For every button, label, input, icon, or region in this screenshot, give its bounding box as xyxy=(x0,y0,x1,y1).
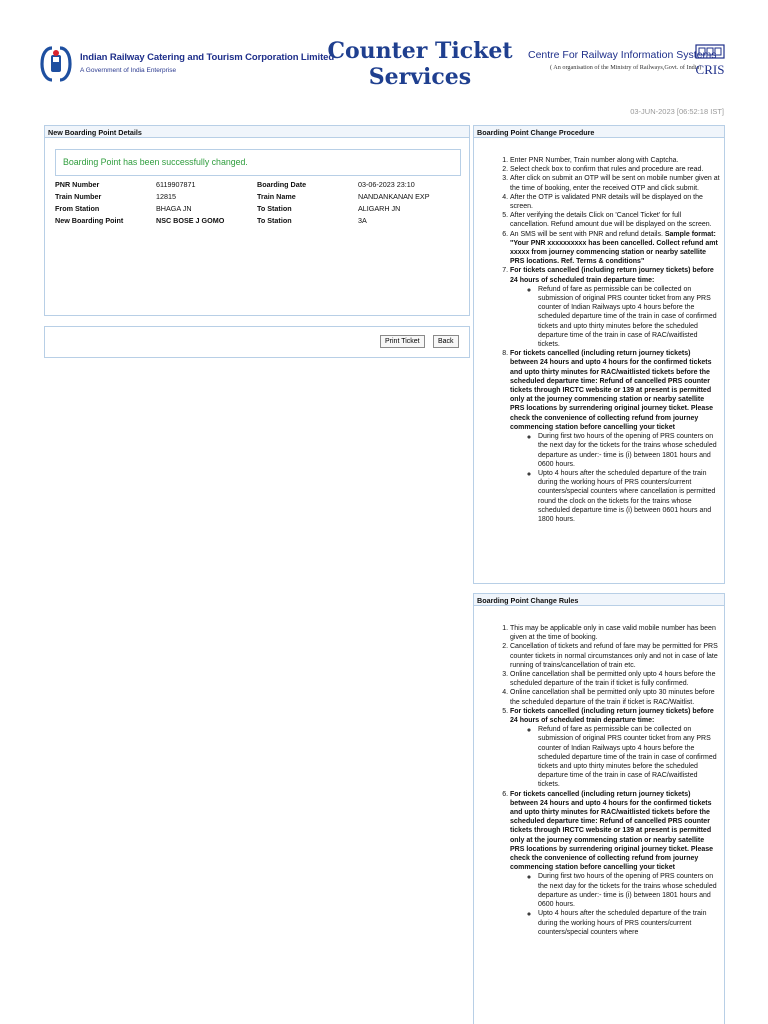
ticket-details xyxy=(55,179,465,227)
from-station-label: From Station xyxy=(55,204,100,213)
procedure-subitem: ◦ Refund of fare as permissible can be collected on submission of original PRS counter ticket from any PRS counter of Indian Railways upto 4 hours before the scheduled departure time of the train in case of confirmed tickets and upto thirty minutes before the scheduled departure time of the train in case of RAC/waitlisted tickets. xyxy=(538,285,720,349)
back-button[interactable]: Back xyxy=(433,335,459,348)
train-number-value: 12815 xyxy=(156,192,176,201)
rules-item: 2. Cancellation of tickets and refund of fare may be permitted for PRS counter tickets in normal circumstances only and not in case of late running of trains/cancellation of train etc. xyxy=(510,642,720,670)
irctc-logo-icon xyxy=(38,44,74,84)
boarding-date-value: 03-06-2023 23:10 xyxy=(358,180,415,189)
page-title-line1: Counter Ticket xyxy=(327,38,513,64)
procedure-item-text: For tickets cancelled (including return journey tickets) before 24 hours of scheduled train departure time: xyxy=(510,267,714,284)
success-message: Boarding Point has been successfully changed. xyxy=(63,157,248,167)
procedure-subitem: ◦ During first two hours of the opening of PRS counters on the next day for the tickets for the trains whose scheduled departure as under:- time is (i) between 1801 hours and 0600 hours. xyxy=(538,432,720,469)
procedure-item xyxy=(510,266,720,349)
page-title-line2: Services xyxy=(368,64,472,90)
rules-subitem: ◦ Refund of fare as permissible can be collected on submission of original PRS counter ticket from any PRS counter of Indian Railways upto 4 hours before the scheduled departure time of the train in case of confirmed tickets and upto thirty minutes before the scheduled departure time of the train in case of RAC/waitlisted tickets. xyxy=(538,725,720,789)
rules-item-text: For tickets cancelled (including return journey tickets) before 24 hours of scheduled train departure time: xyxy=(510,707,714,725)
actions-panel xyxy=(44,326,470,358)
rules-subitem: ◦ Upto 4 hours after the scheduled departure of the train during the working hours of PRS counters/current counters/special counters where xyxy=(538,909,720,937)
rules-sublist xyxy=(510,872,720,936)
procedure-panel-title: Boarding Point Change Procedure xyxy=(474,126,724,138)
boarding-date-label: Boarding Date xyxy=(257,180,307,189)
server-timestamp: 03-JUN-2023 [06:52:18 IST] xyxy=(630,107,724,116)
procedure-item xyxy=(510,230,720,267)
rules-item-text: For tickets cancelled (including return journey tickets) between 24 hours and upto 4 hours for the confirmed tickets and upto thirty minutes for RAC/waitlisted tickets before the scheduled departure time: Refund of cancelled PRS counter tickets through IRCTC website or 139 at present is permitted only at the journey commencing station or nearby satellite PRS locations by surrendering original journey ticket. Please check the convenience of collecting refund from journey commencing station before cancelling your ticket xyxy=(510,790,714,872)
irctc-org-subtitle: A Government of India Enterprise xyxy=(80,67,177,74)
cris-logo-icon xyxy=(694,44,726,78)
cris-logo-text: CRIS xyxy=(695,62,725,77)
rules-subitem: ◦ During first two hours of the opening of PRS counters on the next day for the tickets for the trains whose scheduled departure as under:- time is (i) between 1801 hours and 0600 hours. xyxy=(538,872,720,909)
details-panel-title: New Boarding Point Details xyxy=(45,126,469,138)
rules-list xyxy=(474,624,724,937)
sms-sample-format: Sample format: "Your PNR xxxxxxxxxx has been cancelled. Collect refund amt xxxxx from journey commencing station or nearby satellite PRS locations. Ref. Terms & conditions" xyxy=(510,230,718,266)
procedure-item xyxy=(510,349,720,524)
train-name-value: NANDANKANAN EXP xyxy=(358,192,430,201)
procedure-item-text: For tickets cancelled (including return journey tickets) between 24 hours and upto 4 hours for the confirmed tickets and upto thirty minutes for RAC/waitlisted tickets before the scheduled departure time: Refund of cancelled PRS counter tickets through IRCTC website or 139 at present is permitted only at the journey commencing station or nearby satellite PRS locations by surrendering original journey ticket. Please check the convenience of collecting refund from journey commencing station before cancelling your ticket xyxy=(510,350,714,431)
details-panel xyxy=(44,125,470,316)
pnr-value: 6119907871 xyxy=(156,180,196,189)
rules-item xyxy=(510,790,720,937)
print-ticket-button[interactable]: Print Ticket xyxy=(380,335,425,348)
rules-item: 4. Online cancellation shall be permitted only upto 30 minutes before the scheduled departure of the train if ticket is RAC/Waitlist. xyxy=(510,688,720,706)
procedure-panel xyxy=(473,125,725,584)
procedure-sublist xyxy=(510,432,720,524)
rules-sublist xyxy=(510,725,720,789)
to-station-label-2: To Station xyxy=(257,216,292,225)
details-row xyxy=(55,191,465,203)
cris-org-subtitle: ( An organisation of the Ministry of Railways,Govt. of India) xyxy=(550,64,702,71)
pnr-label: PNR Number xyxy=(55,180,100,189)
details-row xyxy=(55,215,465,227)
rules-item: 1. This may be applicable only in case valid mobile number has been given at the time of booking. xyxy=(510,624,720,642)
page-title xyxy=(318,38,522,90)
procedure-item: 2. Select check box to confirm that rules and procedure are read. xyxy=(510,165,720,174)
procedure-subitem: ◦ Upto 4 hours after the scheduled departure of the train during the working hours of PRS counters/current counters/special counters where cancellation is permitted round the clock on the tickets for the trains whose scheduled departure time is (i) between 0601 hours and 1800 hours. xyxy=(538,469,720,524)
new-boarding-point-label: New Boarding Point xyxy=(55,216,124,225)
to-station-label: To Station xyxy=(257,204,292,213)
from-station-value: BHAGA JN xyxy=(156,204,192,213)
rules-item: 3. Online cancellation shall be permitted only upto 4 hours before the scheduled departure of the train if ticket is fully confirmed. xyxy=(510,670,720,688)
procedure-item: 3. After click on submit an OTP will be sent on mobile number given at the time of booking, enter the received OTP and click submit. xyxy=(510,174,720,192)
new-boarding-point-value: NSC BOSE J GOMO xyxy=(156,216,225,225)
procedure-item-text: An SMS will be sent with PNR and refund details. xyxy=(510,230,663,238)
class-value: 3A xyxy=(358,216,367,225)
details-row xyxy=(55,179,465,191)
procedure-item: 5. After verifying the details Click on 'Cancel Ticket' for full cancellation. Refund amount due will be displayed on the screen. xyxy=(510,211,720,229)
procedure-list xyxy=(474,156,724,524)
page-header xyxy=(0,0,768,100)
train-name-label: Train Name xyxy=(257,192,296,201)
success-message-box xyxy=(55,149,461,176)
cris-org-name: Centre For Railway Information Systems xyxy=(528,49,717,61)
procedure-item: 4. After the OTP is validated PNR details will be displayed on the screen. xyxy=(510,193,720,211)
rules-item xyxy=(510,707,720,790)
to-station-value: ALIGARH JN xyxy=(358,204,401,213)
train-number-label: Train Number xyxy=(55,192,102,201)
procedure-sublist xyxy=(510,285,720,349)
procedure-item: 1. Enter PNR Number, Train number along with Captcha. xyxy=(510,156,720,165)
irctc-org-name: Indian Railway Catering and Tourism Corporation Limited xyxy=(80,52,335,63)
rules-panel-title: Boarding Point Change Rules xyxy=(474,594,724,606)
rules-panel xyxy=(473,593,725,1024)
details-row xyxy=(55,203,465,215)
